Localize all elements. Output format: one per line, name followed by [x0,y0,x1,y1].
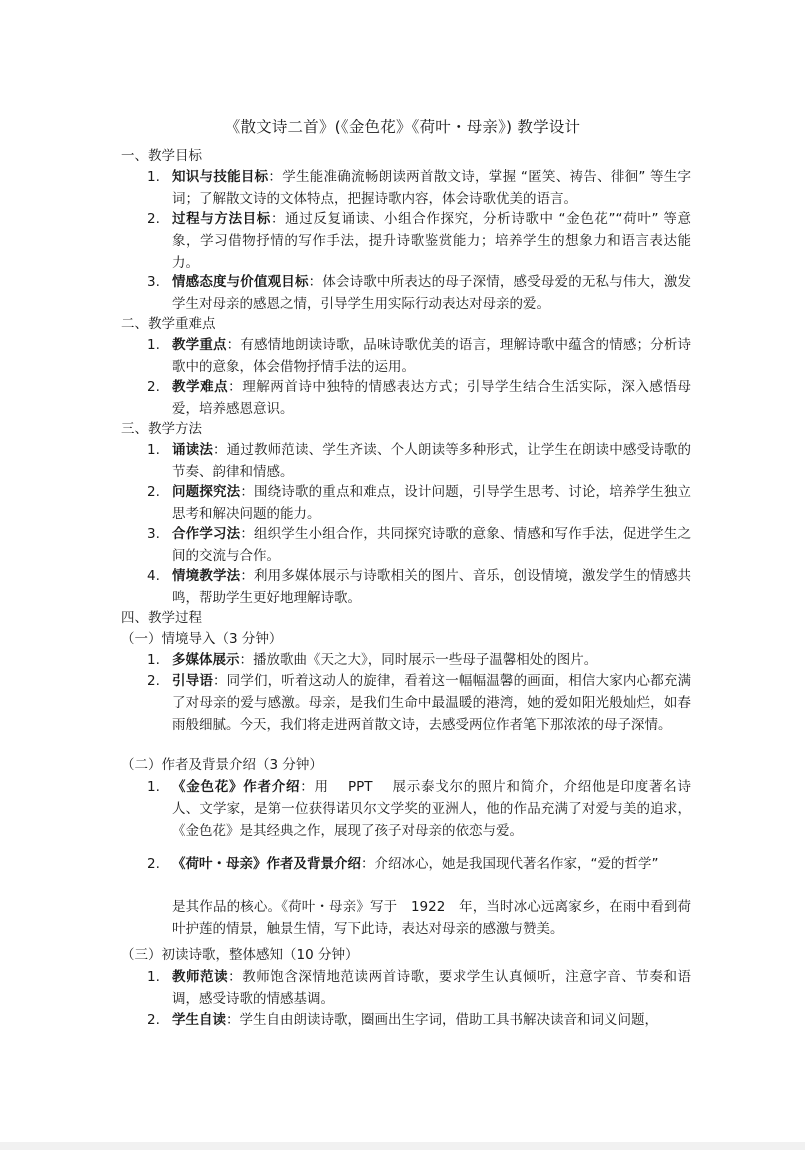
section-heading-objectives: 一、教学目标 [121,148,202,164]
item-label: 《荷叶・母亲》作者及背景介绍 [172,856,361,872]
section-heading-methods: 三、教学方法 [121,421,202,437]
item-text: ：播放歌曲《天之大》，同时展示一些母子温馨相处的图片。 [239,652,598,668]
list-item [121,966,691,1010]
item-text: ：体会诗歌中所表达的母子深情，感受母爱的无私与伟大，激发学生对母亲的感恩之情，引导学生用实际行动表达对母亲的爱。 [172,274,692,312]
item-text: ：教师饱含深情地范读两首诗歌，要求学生认真倾听，注意字音、节奏和语调，感受诗歌的情感基调。 [172,969,692,1007]
item-text: ：学生自由朗读诗歌，圈画出生字词，借助工具书解决读音和词义问题， [226,1012,658,1028]
item-text: ：通过反复诵读、小组合作探究，分析诗歌中 “金色花”“荷叶” 等意象，学习借物抒情的写作手法，提升诗歌鉴赏能力；培养学生的想象力和语言表达能力。 [172,211,691,271]
item-text: ：用 PPT 展示泰戈尔的照片和简介，介绍他是印度著名诗人、文学家，是第一位获得诺贝尔文学奖的亚洲人，他的作品充满了对爱与美的追求，《金色花》是其经典之作，展现了孩子对母亲的依恋与爱。 [172,779,691,839]
item-number: 1. [147,442,160,458]
page-bottom-edge [0,1142,805,1150]
item-number: 2. [147,1012,160,1028]
item-text: ：有感情地朗读诗歌，品味诗歌优美的语言，理解诗歌中蕴含的情感；分析诗歌中的意象，体会借物抒情手法的运用。 [172,337,692,375]
item-number: 3. [147,526,160,542]
item-text: ：围绕诗歌的重点和难点，设计问题，引导学生思考、讨论，培养学生独立思考和解决问题的能力。 [172,484,692,522]
list-item [121,565,691,609]
list-item [121,1009,691,1031]
section-heading-process: 四、教学过程 [121,610,202,626]
section-heading-key-points: 二、教学重难点 [121,316,216,332]
item-label: 诵读法 [172,442,213,458]
item-number: 3. [147,274,160,290]
item-number: 1. [147,652,160,668]
item-label: 过程与方法目标 [172,211,271,227]
item-number: 2. [147,673,160,689]
item-number: 4. [147,568,160,584]
subsection-heading-first-reading: （三）初读诗歌，整体感知（10 分钟） [121,947,359,963]
item-label: 情感态度与价值观目标 [172,274,309,290]
item-label: 引导语 [172,673,213,689]
item-label: 合作学习法 [172,526,241,542]
item-number: 1. [147,969,160,985]
list-item [121,523,691,567]
item-text: 是其作品的核心。《荷叶・母亲》写于 1922 年，当时冰心远离家乡，在雨中看到荷叶护莲的情景，触景生情，写下此诗，表达对母亲的感激与赞美。 [172,899,691,937]
item-text: ：利用多媒体展示与诗歌相关的图片、音乐，创设情境，激发学生的情感共鸣，帮助学生更好地理解诗歌。 [172,568,692,606]
item-text: ：同学们，听着这动人的旋律，看着这一幅幅温馨的画面，相信大家内心都充满了对母亲的爱与感激。母亲，是我们生命中最温暖的港湾，她的爱如阳光般灿烂，如春雨般细腻。今天，我们将走进两首散文诗，去感受两位作者笔下那浓浓的母子深情。 [172,673,692,733]
item-text: ：组织学生小组合作，共同探究诗歌的意象、情感和写作手法，促进学生之间的交流与合作。 [172,526,692,564]
item-label: 教学难点 [172,379,229,395]
item-number: 1. [147,169,160,185]
item-label: 情境教学法 [172,568,241,584]
list-item [121,670,691,736]
document-title: 《散文诗二首》(《金色花》《荷叶・母亲》) 教学设计 [224,118,581,136]
item-text: ：介绍冰心，她是我国现代著名作家，“爱的哲学” [361,856,659,872]
item-text: ：学生能准确流畅朗读两首散文诗，掌握 “匿笑、祷告、徘徊” 等生字词；了解散文诗的文体特点，把握诗歌内容，体会诗歌优美的语言。 [172,169,691,207]
list-item [121,166,691,210]
list-item [121,776,691,842]
subsection-heading-intro: （一）情境导入（3 分钟） [121,631,283,647]
item-number: 2. [147,379,160,395]
list-item [121,334,691,378]
item-number: 1. [147,337,160,353]
list-item [121,439,691,483]
item-number: 2. [147,856,160,872]
list-item [121,481,691,525]
item-number: 2. [147,484,160,500]
item-label: 教师范读 [172,969,229,985]
item-label: 知识与技能目标 [172,169,269,185]
item-number: 2. [147,211,160,227]
item-label: 多媒体展示 [172,652,240,668]
list-item [121,271,691,315]
item-label: 学生自读 [172,1012,226,1028]
list-item-continuation [121,896,691,940]
list-item [121,208,691,274]
list-item [121,376,691,420]
list-item [121,853,691,875]
list-item [121,649,691,671]
item-label: 《金色花》作者介绍 [172,779,301,795]
item-text: ：理解两首诗中独特的情感表达方式；引导学生结合生活实际，深入感悟母爱，培养感恩意识。 [172,379,692,417]
item-label: 教学重点 [172,337,227,353]
subsection-heading-background: （二）作者及背景介绍（3 分钟） [121,757,323,773]
item-text: ：通过教师范读、学生齐读、个人朗读等多种形式，让学生在朗读中感受诗歌的节奏、韵律和情感。 [172,442,692,480]
item-number: 1. [147,779,160,795]
item-label: 问题探究法 [172,484,241,500]
